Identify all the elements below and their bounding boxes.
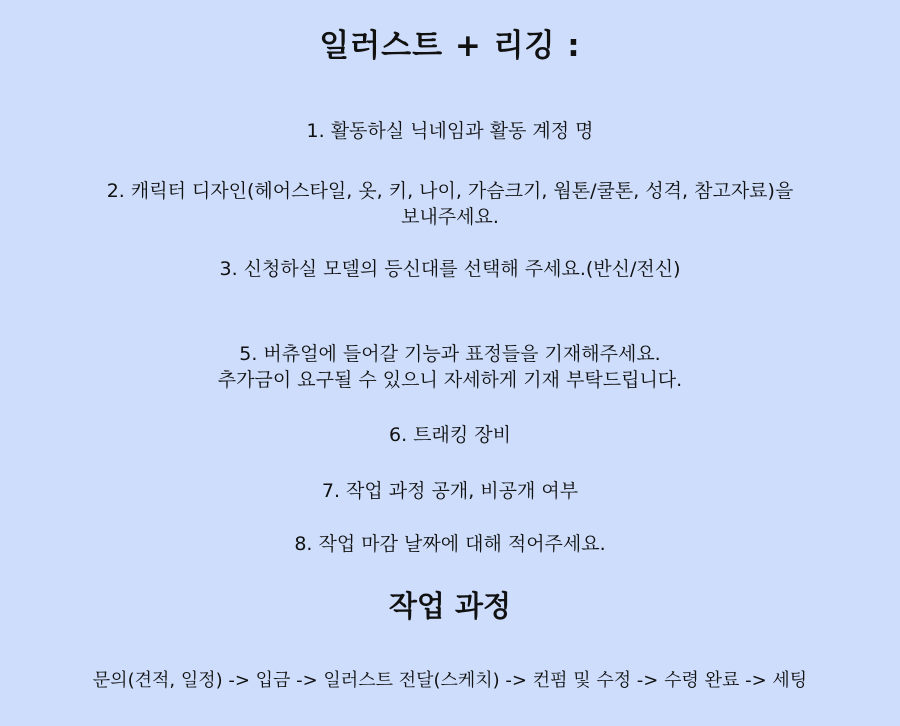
page-title: 일러스트 + 리깅 : xyxy=(319,28,581,64)
process-steps: 문의(견적, 일정) -> 입금 -> 일러스트 전달(스케치) -> 컨펌 및 수정 -> 수령 완료 -> 세팅 xyxy=(92,670,808,691)
requirement-item-8: 8. 작업 마감 날짜에 대해 적어주세요. xyxy=(294,533,606,555)
requirement-item-6: 6. 트래킹 장비 xyxy=(389,424,511,446)
requirement-item-7: 7. 작업 과정 공개, 비공개 여부 xyxy=(321,480,579,502)
requirement-item-5-line-1: 5. 버츄얼에 들어갈 기능과 표정들을 기재해주세요. xyxy=(239,343,661,365)
requirement-item-2-line-2: 보내주세요. xyxy=(401,206,499,228)
process-section-title: 작업 과정 xyxy=(388,589,512,623)
requirement-item-3: 3. 신청하실 모델의 등신대를 선택해 주세요.(반신/전신) xyxy=(219,258,681,280)
requirement-item-5-line-2: 추가금이 요구될 수 있으니 자세하게 기재 부탁드립니다. xyxy=(217,369,683,391)
requirement-item-1: 1. 활동하실 닉네임과 활동 계정 명 xyxy=(306,120,594,142)
requirement-item-2-line-1: 2. 캐릭터 디자인(헤어스타일, 옷, 키, 나이, 가슴크기, 웜톤/쿨톤, 성격, 참고자료)을 xyxy=(106,180,794,202)
